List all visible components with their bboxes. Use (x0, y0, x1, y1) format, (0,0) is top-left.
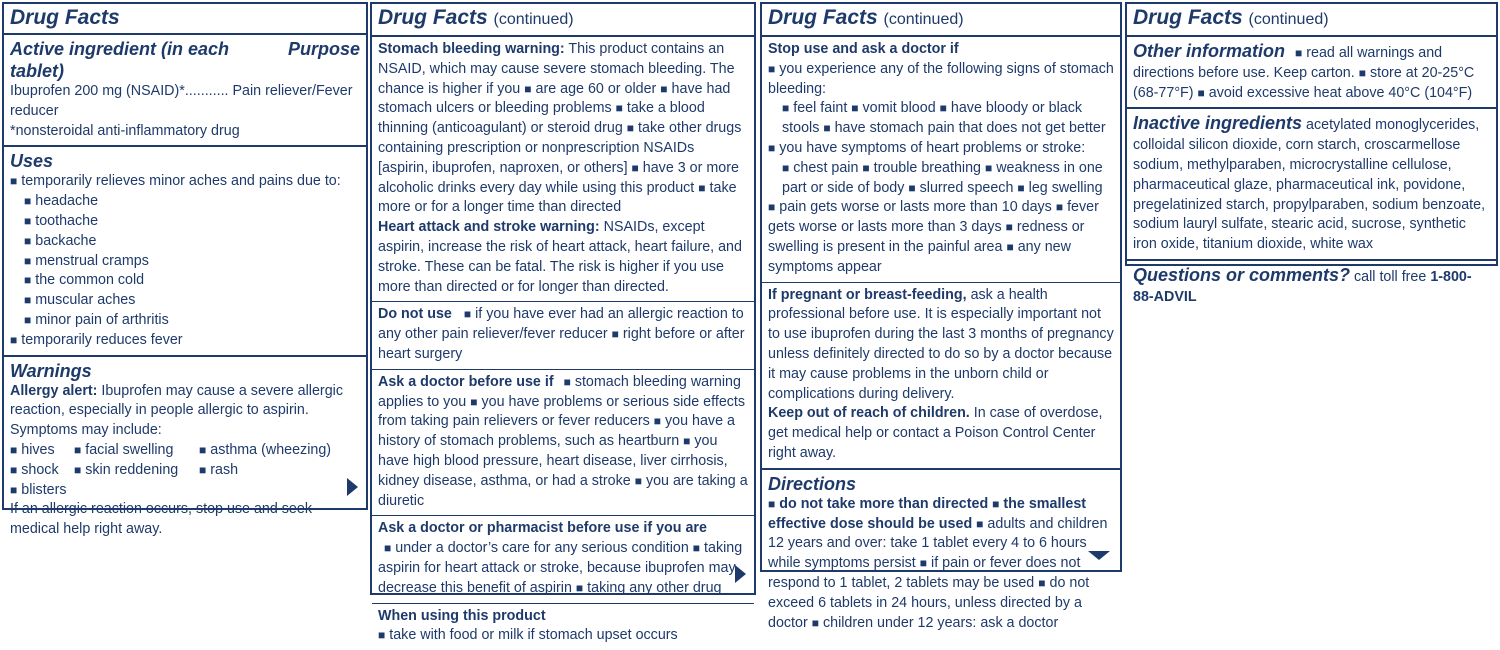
inactive-ingredients-section: Inactive ingredients acetylated monoglycerides, colloidal silicon dioxide, corn starch, croscarmellose sodium, methylparaben, microcrystalline cellulose, pharmaceutical glaze, pharmaceutical ink, povidone, pregelatinized starch, propylparaben, sodium benzoate, sodium lauryl sulfate, stearic acid, sucrose, synthetic iron oxide, titanium dioxide, white wax (1127, 107, 1496, 259)
uses-section (4, 145, 366, 354)
directions-title: Directions (768, 473, 857, 494)
pregnancy-section: If pregnant or breast-feeding, ask a health professional before use. It is especially important not to use ibuprofen during the last 3 months of pregnancy unless definitely directed to do so by a doctor because it may cause problems in the unborn child or complications during delivery. Keep out of reach of children. In case of overdose, get medical help or contact a Poison Control Center right away. (762, 282, 1120, 468)
questions-section: Questions or comments? call toll free 1-800-88-ADVIL (1127, 259, 1496, 312)
panel-2-header: Drug Facts (continued) (372, 4, 754, 37)
do-not-use-section: Do not use ■ if you have ever had an allergic reaction to any other pain reliever/fever reducer ■ right before or after heart surgery (372, 301, 754, 368)
when-using-section: When using this product ■ take with food or milk if stomach upset occurs (372, 603, 754, 650)
purpose-title: Purpose (287, 39, 360, 59)
panel-4-header: Drug Facts (continued) (1127, 4, 1496, 37)
list-item: ■ hives (10, 441, 62, 461)
list-item: ■ skin reddening (74, 461, 187, 481)
panel-2 (370, 2, 756, 644)
warnings-title: Warnings (10, 360, 92, 381)
continue-arrow-icon (735, 565, 746, 583)
warnings-section (4, 355, 366, 544)
panel-1 (2, 2, 368, 538)
other-info-section: Other information ■ read all warnings and directions before use. Keep carton. ■ store at 20-25°C (68-77°F) ■ avoid excessive heat above 40°C (104°F) (1127, 37, 1496, 107)
active-ingredient-section (4, 35, 366, 145)
list-item: ■ facial swelling (74, 441, 187, 461)
active-ingredient-title: Active ingredient (in each tablet) (10, 39, 230, 81)
list-item: ■ asthma (wheezing) (199, 441, 331, 461)
panel-1-header: Drug Facts (4, 4, 366, 35)
list-item: ■ rash (199, 461, 238, 481)
directions-section: Directions ■ do not take more than directed ■ the smallest effective dose should be used ■ adults and children 12 years and over: take 1 tablet every 4 to 6 hours while symptoms persist ■ if pain or fever does not respond to 1 tablet, 2 tablets may be used ■ do not exceed 6 tablets in 24 hours, unless directed by a doctor ■ children under 12 years: ask a doctor (762, 468, 1120, 638)
panel-3 (760, 2, 1122, 631)
list-item: ■ headache (10, 192, 360, 212)
panel-3-header: Drug Facts (continued) (762, 4, 1120, 37)
list-item: ■ backache (10, 232, 360, 252)
continue-down-arrow-icon (1088, 551, 1110, 560)
list-item: ■ minor pain of arthritis (10, 311, 360, 331)
footnote: *nonsteroidal anti-inflammatory drug (10, 122, 240, 139)
list-item: ■ toothache (10, 212, 360, 232)
ask-pharmacist-section: Ask a doctor or pharmacist before use if you are ■ under a doctor’s care for any serious condition ■ taking aspirin for heart attack or stroke, because ibuprofen may decrease this benefit of aspirin ■ taking any other drug (372, 515, 754, 602)
uses-intro: ■ temporarily relieves minor aches and pains due to: (10, 172, 360, 192)
phone-number: 1-800-88-ADVIL (1133, 268, 1472, 305)
stomach-warning-section (372, 37, 754, 301)
uses-title: Uses (10, 151, 54, 172)
symptoms-list (10, 441, 355, 500)
stop-use-section: Stop use and ask a doctor if ■ you experience any of the following signs of stomach bleeding: ■ feel faint ■ vomit blood ■ have bloody or black stools ■ have stomach pain that does not get better ■ you have symptoms of heart problems or stroke: ■ chest pain ■ trouble breathing ■ weakness in one part or side of body ■ slurred speech ■ leg swelling ■ pain gets worse or lasts more than 10 days ■ fever gets worse or lasts more than 3 days ■ redness or swelling is present in the painful area ■ any new symptoms appear (762, 37, 1120, 282)
ingredient-line: Ibuprofen 200 mg (NSAID)*........... Pain reliever/Fever reducer (10, 83, 353, 119)
list-item: ■ shock (10, 461, 62, 481)
ask-doctor-section: Ask a doctor before use if ■ stomach bleeding warning applies to you ■ you have problems or serious side effects from taking pain relievers or fever reducers ■ you have a history of stomach problems, such as heartburn ■ you have high blood pressure, heart disease, liver cirrhosis, kidney disease, asthma, or had a stroke ■ you are taking a diuretic (372, 369, 754, 516)
stomach-warning: Stomach bleeding warning: This product contains an NSAID, which may cause severe stomach bleeding. The chance is higher if you ■ are age 60 or older ■ have had stomach ulcers or bleeding problems ■ take a blood thinning (anticoagulant) or steroid drug ■ take other drugs containing prescription or nonprescription NSAIDs [aspirin, ibuprofen, naproxen, or others] ■ have 3 or more alcoholic drinks every day while using this product ■ take more or for a longer time than directed (378, 40, 748, 218)
list-item: ■ blisters (10, 481, 310, 501)
uses-fever: ■ temporarily reduces fever (10, 331, 360, 351)
heart-warning: Heart attack and stroke warning: NSAIDs, except aspirin, increase the risk of heart attack, heart failure, and stroke. These can be fatal. The risk is higher if you use more than directed or for longer than directed. (378, 219, 742, 295)
allergy-outro: If an allergic reaction occurs, stop use and seek medical help right away. (10, 501, 312, 538)
list-item: ■ muscular aches (10, 291, 360, 311)
allergy-alert: Allergy alert: Ibuprofen may cause a severe allergic reaction, especially in people allergic to aspirin. (10, 382, 343, 419)
uses-list (10, 192, 360, 331)
list-item: ■ the common cold (10, 271, 360, 291)
continue-arrow-icon (347, 478, 358, 496)
list-item: ■ menstrual cramps (10, 252, 360, 272)
panel-4 (1125, 2, 1498, 305)
symptoms-intro: Symptoms may include: (10, 422, 162, 439)
